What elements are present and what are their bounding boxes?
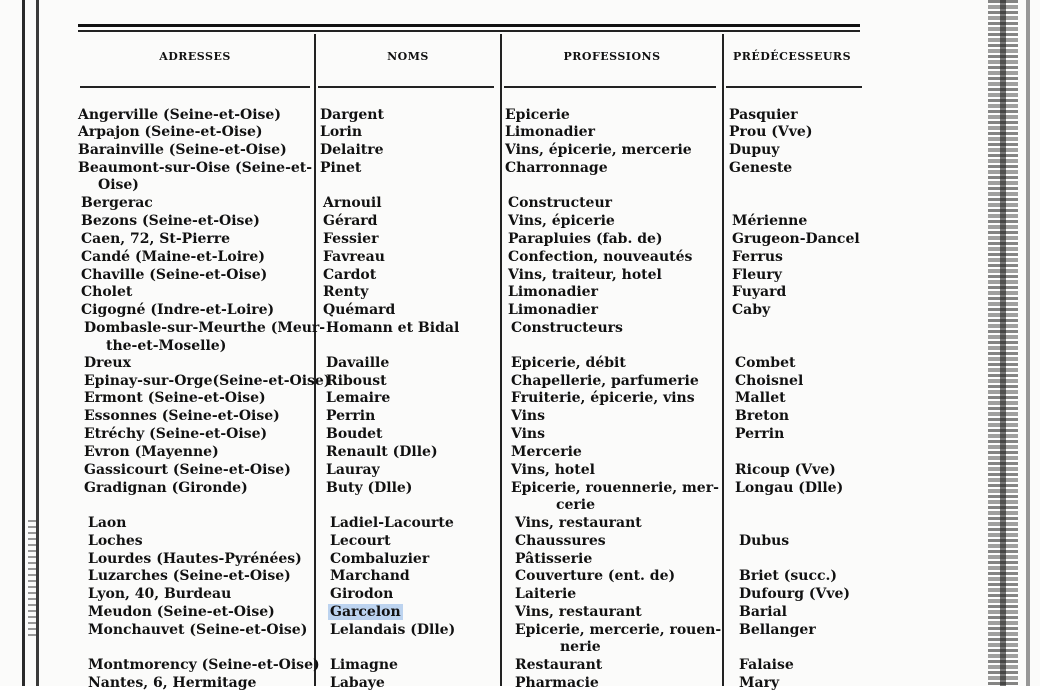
cell-nom: Perrin <box>326 408 376 424</box>
cell-adresse: Lyon, 40, Burdeau <box>88 586 232 602</box>
cell-profession: Vins, restaurant <box>515 604 642 620</box>
cell-predecesseur: Dufourg (Vve) <box>739 586 851 602</box>
cell-nom: Quémard <box>323 302 396 318</box>
cell-nom: Boudet <box>326 426 383 442</box>
header-underline <box>504 86 716 88</box>
cell-nom: Buty (Dlle) <box>326 480 413 496</box>
cell-profession: nerie <box>560 639 601 655</box>
cell-nom: Renault (Dlle) <box>326 444 438 460</box>
cell-adresse: Epinay-sur-Orge(Seine-et-Oise) <box>84 373 331 389</box>
cell-predecesseur: Prou (Vve) <box>729 124 813 140</box>
cell-nom: Favreau <box>323 249 385 265</box>
cell-profession: Epicerie, rouennerie, mer- <box>511 480 719 496</box>
cell-adresse: Bergerac <box>81 195 153 211</box>
cell-profession: Limonadier <box>508 284 598 300</box>
cell-nom: Pinet <box>320 160 362 176</box>
cell-predecesseur: Geneste <box>729 160 793 176</box>
cell-predecesseur: Longau (Dlle) <box>735 480 844 496</box>
cell-adresse: Gradignan (Gironde) <box>84 480 248 496</box>
cell-predecesseur: Perrin <box>735 426 785 442</box>
cell-predecesseur: Fuyard <box>732 284 787 300</box>
cell-adresse: Nantes, 6, Hermitage <box>88 675 257 691</box>
cell-adresse: Candé (Maine-et-Loire) <box>81 249 265 265</box>
cell-predecesseur: Caby <box>732 302 771 318</box>
cell-adresse: Cholet <box>81 284 133 300</box>
cell-profession: Laiterie <box>515 586 577 602</box>
cell-predecesseur: Mérienne <box>732 213 808 229</box>
cell-adresse: Dombasle-sur-Meurthe (Meur- <box>84 320 326 336</box>
cell-predecesseur: Mallet <box>735 390 786 406</box>
cell-predecesseur: Combet <box>735 355 796 371</box>
cell-predecesseur: Briet (succ.) <box>739 568 838 584</box>
cell-nom: Renty <box>323 284 369 300</box>
cell-nom: Combaluzier <box>330 551 430 567</box>
cell-profession: Constructeurs <box>511 320 623 336</box>
cell-adresse: Lourdes (Hautes-Pyrénées) <box>88 551 302 567</box>
cell-nom: Riboust <box>326 373 387 389</box>
header-underline <box>726 86 862 88</box>
cell-profession: Parapluies (fab. de) <box>508 231 663 247</box>
cell-nom: Lecourt <box>330 533 391 549</box>
scan-border-left <box>22 0 25 686</box>
cell-profession: Vins, hotel <box>511 462 595 478</box>
column-divider <box>314 34 316 686</box>
cell-predecesseur: Grugeon-Dancel <box>732 231 860 247</box>
column-divider <box>500 34 502 686</box>
cell-adresse: Luzarches (Seine-et-Oise) <box>88 568 291 584</box>
cell-adresse: Essonnes (Seine-et-Oise) <box>84 408 280 424</box>
table-top-rule <box>78 24 860 27</box>
column-header-adresses: ADRESSES <box>159 50 231 63</box>
cell-nom: Dargent <box>320 107 384 123</box>
cell-nom: Delaitre <box>320 142 384 158</box>
highlighted-name[interactable]: Garcelon <box>330 604 401 620</box>
cell-nom: Davaille <box>326 355 390 371</box>
cell-adresse: Ermont (Seine-et-Oise) <box>84 390 266 406</box>
cell-predecesseur: Bellanger <box>739 622 816 638</box>
cell-profession: Chapellerie, parfumerie <box>511 373 699 389</box>
cell-nom: Lemaire <box>326 390 391 406</box>
cell-profession: Vins, épicerie <box>508 213 615 229</box>
cell-nom: Gérard <box>323 213 378 229</box>
cell-profession: Epicerie, débit <box>511 355 626 371</box>
cell-profession: Vins, épicerie, mercerie <box>505 142 692 158</box>
cell-nom: Ladiel-Lacourte <box>330 515 454 531</box>
cell-adresse: Etréchy (Seine-et-Oise) <box>84 426 268 442</box>
cell-nom: Limagne <box>330 657 398 673</box>
scan-noise-left <box>28 520 36 640</box>
cell-profession: Couverture (ent. de) <box>515 568 676 584</box>
scan-border-left-inner <box>36 0 39 686</box>
header-underline <box>80 86 310 88</box>
cell-nom: Labaye <box>330 675 385 691</box>
cell-adresse: Loches <box>88 533 143 549</box>
column-header-noms: NOMS <box>387 50 429 63</box>
cell-adresse: Meudon (Seine-et-Oise) <box>88 604 275 620</box>
cell-predecesseur: Choisnel <box>735 373 804 389</box>
table-top-rule-thin <box>78 30 860 32</box>
cell-nom: Lorin <box>320 124 363 140</box>
cell-predecesseur: Pasquier <box>729 107 798 123</box>
cell-nom: Lauray <box>326 462 380 478</box>
cell-profession: Fruiterie, épicerie, vins <box>511 390 695 406</box>
cell-profession: Charronnage <box>505 160 608 176</box>
cell-adresse: Oise) <box>98 177 139 193</box>
cell-nom <box>330 604 403 621</box>
cell-predecesseur: Dupuy <box>729 142 780 158</box>
cell-adresse: Bezons (Seine-et-Oise) <box>81 213 260 229</box>
cell-profession: Limonadier <box>505 124 595 140</box>
cell-profession: Confection, nouveautés <box>508 249 693 265</box>
cell-profession: Mercerie <box>511 444 582 460</box>
cell-adresse: Angerville (Seine-et-Oise) <box>78 107 281 123</box>
cell-predecesseur: Ricoup (Vve) <box>735 462 836 478</box>
cell-adresse: Evron (Mayenne) <box>84 444 219 460</box>
cell-adresse: Laon <box>88 515 127 531</box>
column-header-professions: PROFESSIONS <box>563 50 661 63</box>
cell-adresse: Beaumont-sur-Oise (Seine-et- <box>78 160 313 176</box>
scan-border-right-outer <box>1026 0 1030 686</box>
cell-adresse: Dreux <box>84 355 131 371</box>
cell-nom: Cardot <box>323 267 377 283</box>
cell-predecesseur: Dubus <box>739 533 790 549</box>
cell-adresse: Montmorency (Seine-et-Oise) <box>88 657 320 673</box>
scan-border-right <box>1000 0 1006 686</box>
cell-profession: Restaurant <box>515 657 603 673</box>
cell-profession: Pâtisserie <box>515 551 593 567</box>
cell-predecesseur: Breton <box>735 408 790 424</box>
cell-predecesseur: Falaise <box>739 657 794 673</box>
cell-adresse: Caen, 72, St-Pierre <box>81 231 231 247</box>
header-underline <box>318 86 494 88</box>
cell-predecesseur: Ferrus <box>732 249 783 265</box>
cell-profession: Vins <box>511 408 545 424</box>
cell-adresse: Cigogné (Indre-et-Loire) <box>81 302 275 318</box>
cell-profession: Epicerie <box>505 107 570 123</box>
cell-nom: Homann et Bidal <box>326 320 460 336</box>
cell-predecesseur: Fleury <box>732 267 782 283</box>
cell-profession: cerie <box>556 497 596 513</box>
cell-adresse: Barainville (Seine-et-Oise) <box>78 142 287 158</box>
cell-profession: Epicerie, mercerie, rouen- <box>515 622 722 638</box>
cell-adresse: Arpajon (Seine-et-Oise) <box>78 124 263 140</box>
cell-predecesseur: Mary <box>739 675 780 691</box>
cell-nom: Fessier <box>323 231 379 247</box>
cell-profession: Vins, traiteur, hotel <box>508 267 662 283</box>
cell-adresse: the-et-Moselle) <box>106 338 227 354</box>
cell-predecesseur: Barial <box>739 604 787 620</box>
cell-profession: Chaussures <box>515 533 606 549</box>
cell-nom: Girodon <box>330 586 394 602</box>
cell-profession: Constructeur <box>508 195 613 211</box>
cell-nom: Marchand <box>330 568 410 584</box>
cell-nom: Lelandais (Dlle) <box>330 622 456 638</box>
cell-nom: Arnouil <box>323 195 382 211</box>
cell-adresse: Chaville (Seine-et-Oise) <box>81 267 268 283</box>
cell-adresse: Monchauvet (Seine-et-Oise) <box>88 622 308 638</box>
cell-adresse: Gassicourt (Seine-et-Oise) <box>84 462 291 478</box>
cell-profession: Vins <box>511 426 545 442</box>
column-divider <box>722 34 724 686</box>
column-header-predecesseurs: PRÉDÉCESSEURS <box>732 50 852 63</box>
cell-profession: Pharmacie <box>515 675 599 691</box>
cell-profession: Limonadier <box>508 302 598 318</box>
cell-profession: Vins, restaurant <box>515 515 642 531</box>
